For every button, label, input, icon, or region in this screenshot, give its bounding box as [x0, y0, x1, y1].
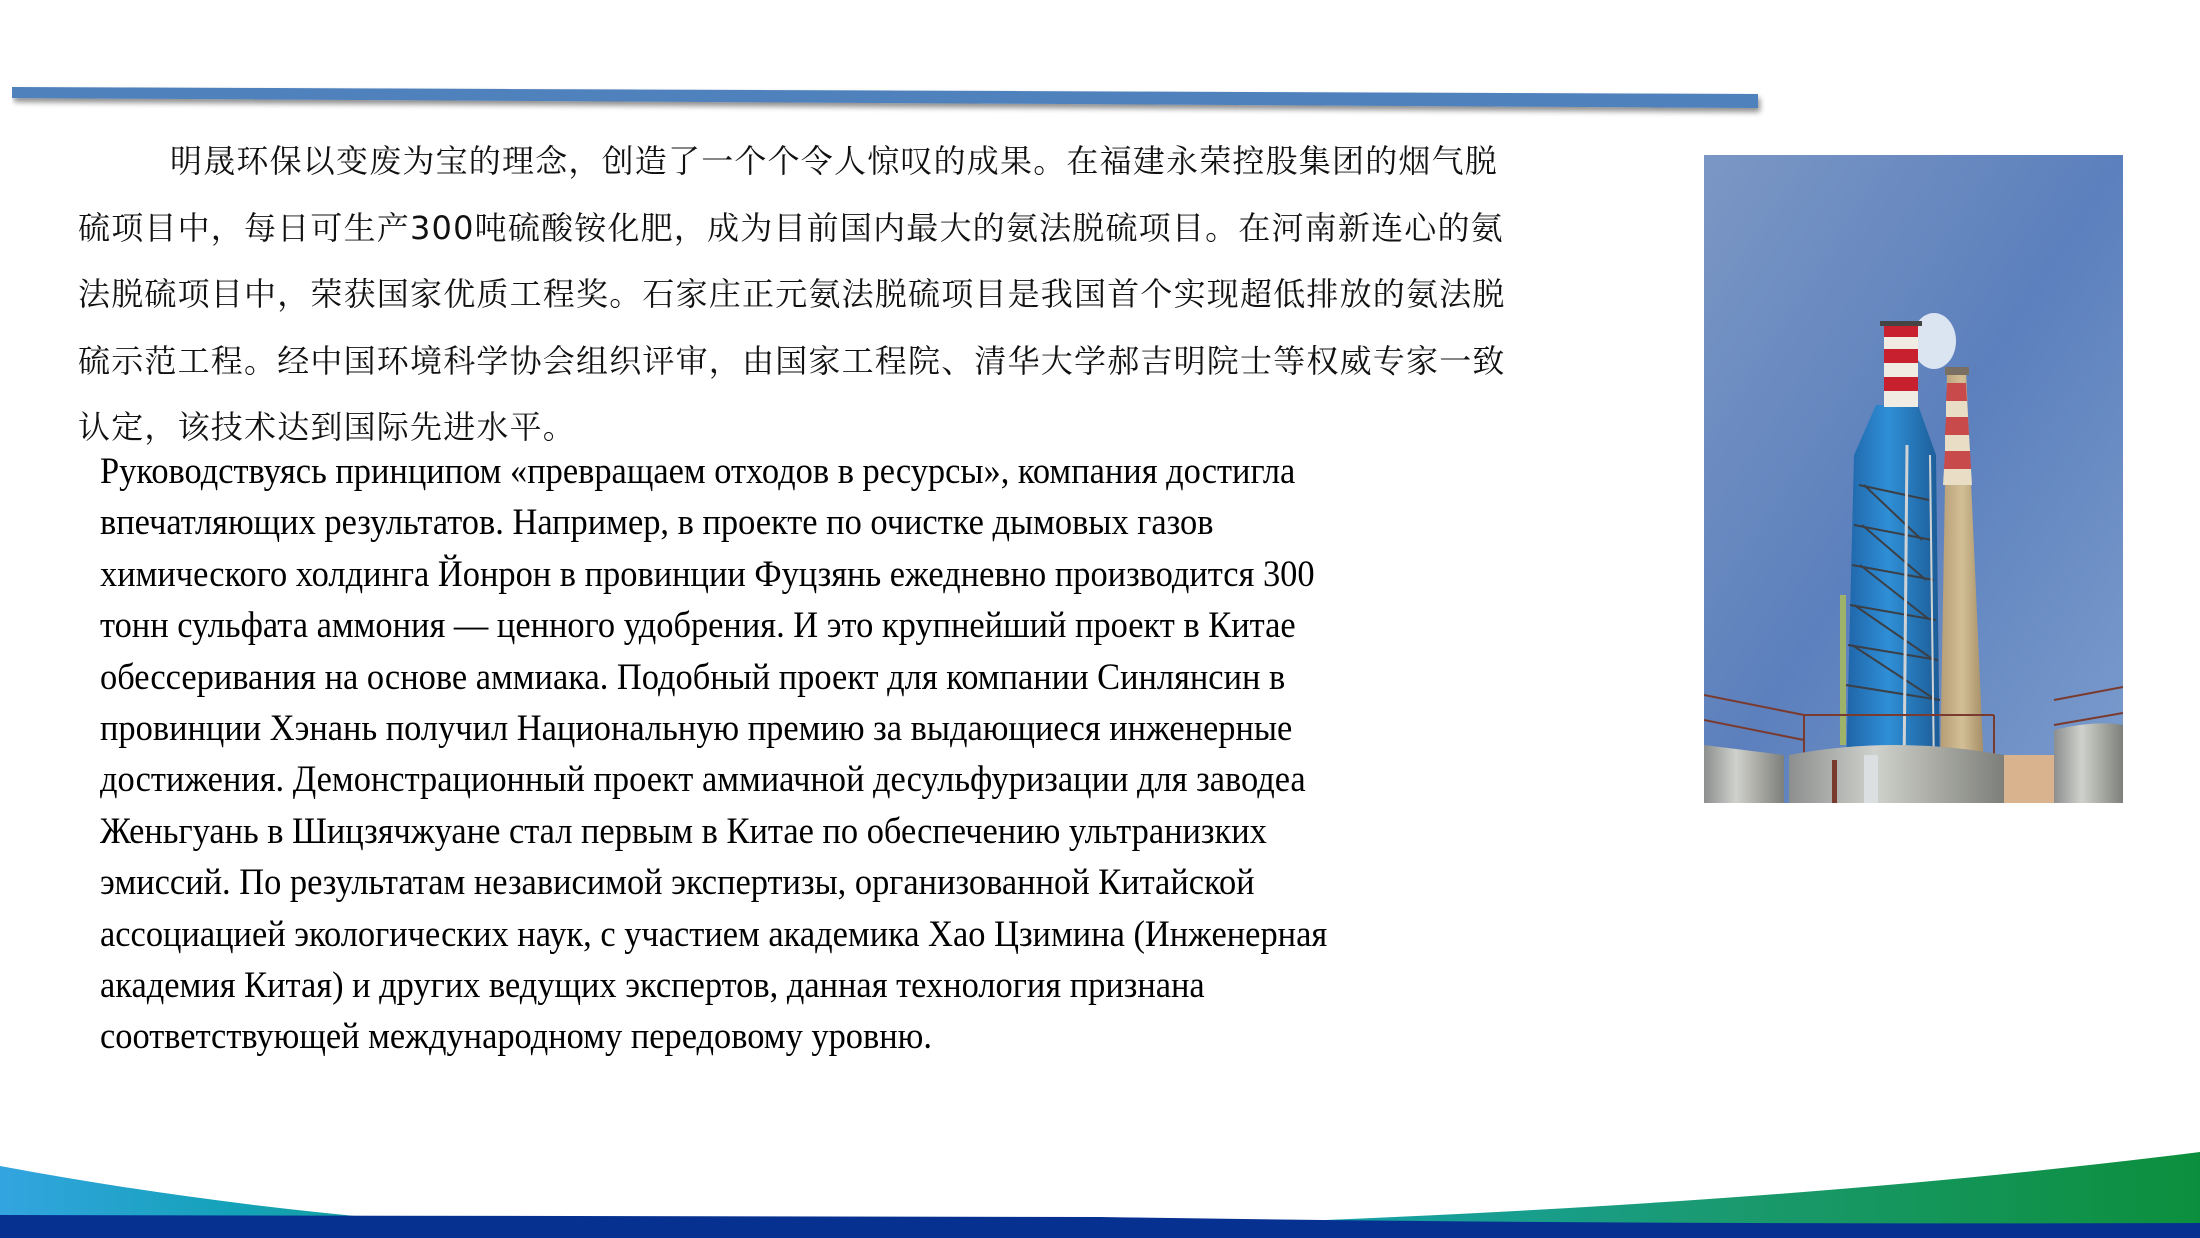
russian-line: академия Китая) и других ведущих экспертов, данная технология признана	[100, 964, 1205, 1006]
russian-line: ассоциацией экологических наук, с участием академика Хао Цзимина (Инженерная	[100, 913, 1328, 955]
russian-line: Руководствуясь принципом «превращаем отходов в ресурсы», компания достигла	[100, 451, 1296, 492]
russian-line: достижения. Демонстрационный проект аммиачной десульфуризации для заводеа	[100, 759, 1306, 801]
russian-line: химического холдинга Йонрон в провинции Фуцзянь ежедневно производится 300	[100, 553, 1315, 595]
russian-paragraph	[100, 446, 1551, 1063]
russian-line: эмиссий. По результатам независимой экспертизы, организованной Китайской	[100, 862, 1255, 904]
russian-line: обессеривания на основе аммиака. Подобный проект для компании Синлянсин в	[100, 656, 1286, 698]
chinese-line: 明晟环保以变废为宝的理念，创造了一个个令人惊叹的成果。在福建永荣控股集团的烟气脱	[170, 142, 1499, 180]
russian-line: провинции Хэнань получил Национальную премию за выдающиеся инженерные	[100, 707, 1293, 749]
chinese-line: 认定，该技术达到国际先进水平。	[78, 408, 577, 446]
desulfurization-tower-photo	[1704, 155, 2123, 803]
russian-line: впечатляющих результатов. Например, в проекте по очистке дымовых газов	[100, 502, 1214, 544]
chinese-line: 硫项目中，每日可生产300吨硫酸铵化肥，成为目前国内最大的氨法脱硫项目。在河南新连心的氨	[78, 208, 1504, 247]
chinese-line: 硫示范工程。经中国环境科学协会组织评审，由国家工程院、清华大学郝吉明院士等权威专家一致	[78, 341, 1506, 380]
bottom-decorative-wave	[0, 1100, 2200, 1238]
russian-line: соответствующей международному передовому уровню.	[100, 1016, 932, 1058]
header-rule-graphic	[12, 0, 1792, 120]
russian-line: тонн сульфата аммония — ценного удобрения. И это крупнейший проект в Китае	[100, 605, 1296, 647]
russian-line: Женьгуань в Шицзячжуане стал первым в Китае по обеспечению ультранизких	[100, 810, 1267, 852]
wave-graphic	[0, 1100, 2200, 1238]
chinese-paragraph	[78, 128, 1668, 461]
chinese-line: 法脱硫项目中，荣获国家优质工程奖。石家庄正元氨法脱硫项目是我国首个实现超低排放的氨法脱	[78, 275, 1506, 313]
tower-illustration	[1704, 155, 2123, 803]
